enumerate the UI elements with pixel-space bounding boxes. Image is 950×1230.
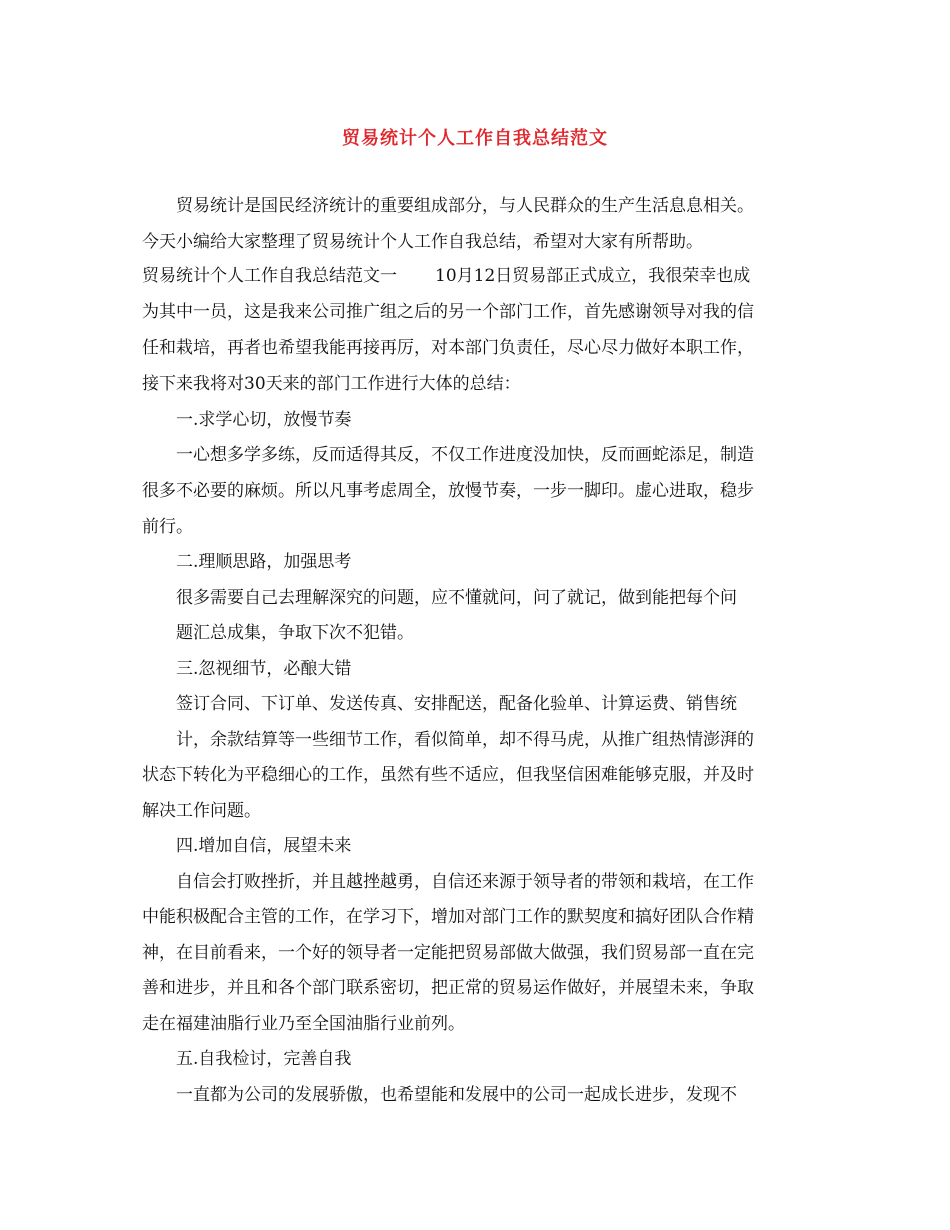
paragraph-line: 前行。 [142,517,193,537]
paragraph-line: 一心想多学多练，反而适得其反，不仅工作进度没加快，反而画蛇添足，制造 [176,445,754,465]
paragraph-text: 10月12日贸易部正式成立，我很荣幸也成 [435,266,751,286]
section-heading: 三.忽视细节，必酿大错 [176,659,352,679]
paragraph-line: 任和栽培，再者也希望我能再接再厉，对本部门负责任，尽心尽力做好本职工作， [142,338,754,358]
paragraph-line: 自信会打败挫折，并且越挫越勇，自信还来源于领导者的带领和栽培，在工作 [176,872,754,892]
paragraph-line: 接下来我将对30天来的部门工作进行大体的总结： [142,374,521,394]
paragraph-line: 贸易统计是国民经济统计的重要组成部分，与人民群众的生产生活息息相关。 [176,196,754,216]
paragraph-line: 签订合同、下订单、发送传真、安排配送，配备化验单、计算运费、销售统 [176,694,737,714]
paragraph-line: 走在福建油脂行业乃至全国油脂行业前列。 [142,1014,465,1034]
paragraph-line [142,265,832,287]
paragraph-line: 神，在目前看来，一个好的领导者一定能把贸易部做大做强，我们贸易部一直在完 [142,943,754,963]
paragraph-line: 题汇总成集，争取下次不犯错。 [176,623,414,643]
paragraph-line: 今天小编给大家整理了贸易统计个人工作自我总结，希望对大家有所帮助。 [142,232,703,252]
paragraph-line: 很多需要自己去理解深究的问题，应不懂就问，问了就记，做到能把每个问 [176,588,737,608]
paragraph-line: 计，余款结算等一些细节工作，看似简单，却不得马虎，从推广组热情澎湃的 [176,730,754,750]
section-heading: 四.增加自信，展望未来 [176,836,352,856]
paragraph-line: 一直都为公司的发展骄傲，也希望能和发展中的公司一起成长进步，发现不 [176,1085,737,1105]
paragraph-line: 解决工作问题。 [142,801,261,821]
paragraph-line: 为其中一员，这是我来公司推广组之后的另一个部门工作，首先感谢领导对我的信 [142,302,754,322]
paragraph-line: 状态下转化为平稳细心的工作，虽然有些不适应，但我坚信困难能够克服，并及时 [142,765,754,785]
section-heading: 一.求学心切，放慢节奏 [176,410,352,430]
section-heading: 贸易统计个人工作自我总结范文一 [142,266,397,286]
paragraph-line: 善和进步，并且和各个部门联系密切，把正常的贸易运作做好，并展望未来，争取 [142,978,754,998]
section-heading: 二.理顺思路，加强思考 [176,552,352,572]
paragraph-line: 中能积极配合主管的工作，在学习下，增加对部门工作的默契度和搞好团队合作精 [142,907,754,927]
document-title: 贸易统计个人工作自我总结范文 [342,128,608,149]
paragraph-line: 很多不必要的麻烦。所以凡事考虑周全，放慢节奏，一步一脚印。虚心进取，稳步 [142,481,754,501]
section-heading: 五.自我检讨，完善自我 [176,1049,352,1069]
